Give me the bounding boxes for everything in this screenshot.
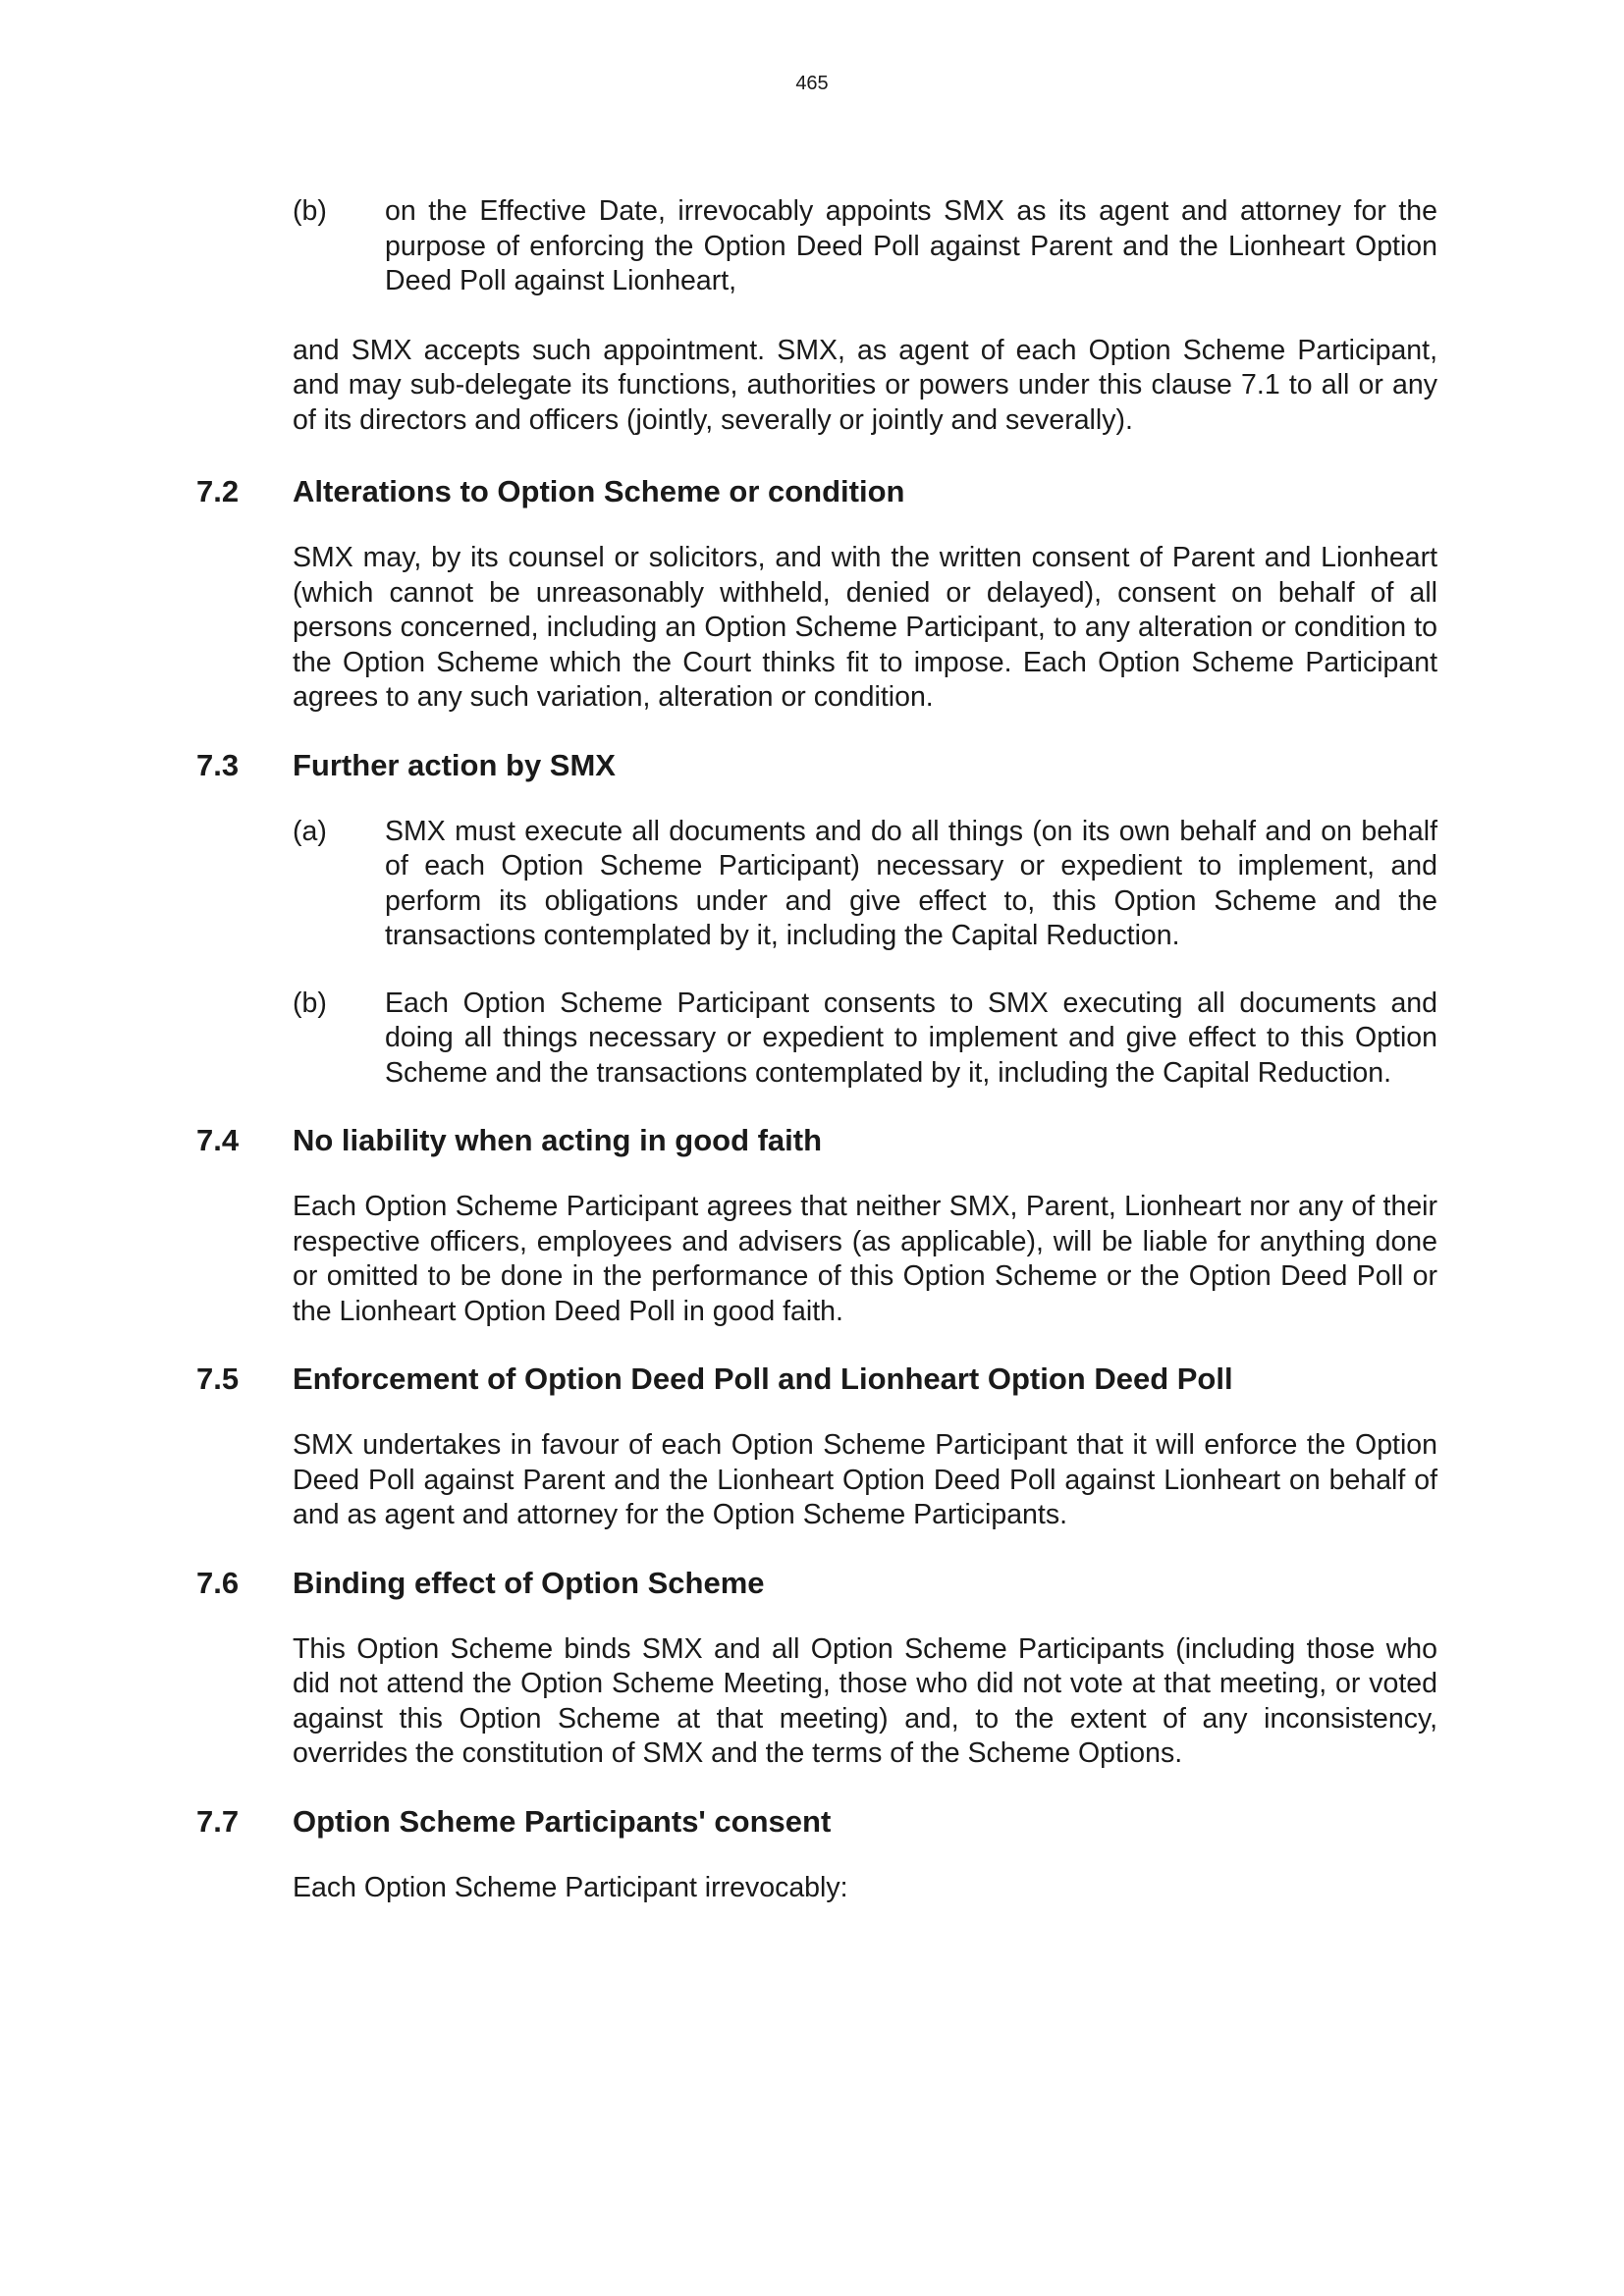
section-number: 7.7 bbox=[196, 1803, 240, 1839]
item-label: (b) bbox=[293, 195, 327, 227]
section-7-6-body: This Option Scheme binds SMX and all Option Scheme Participants (including those who did not attend the Option Scheme Meeting, those who did not vote at that meeting, or voted against this Option Scheme at that meeting) and, to the extent of any inconsistency, overrides the constitution of SMX and the terms of the Scheme Options. bbox=[293, 1632, 1437, 1769]
section-number: 7.3 bbox=[196, 747, 240, 782]
section-7-3-item-a bbox=[196, 815, 1437, 954]
clause-7-1-closing-paragraph: and SMX accepts such appointment. SMX, as agent of each Option Scheme Participant, and may sub-delegate its functions, authorities or powers under this clause 7.1 to all or any of its directors and officers (jointly, severally or jointly and severally). bbox=[293, 334, 1437, 436]
page-number: 465 bbox=[795, 73, 829, 94]
section-heading-7-4 bbox=[196, 1122, 1437, 1159]
document-body bbox=[196, 194, 1437, 1905]
section-number: 7.5 bbox=[196, 1362, 240, 1396]
section-7-2-body: SMX may, by its counsel or solicitors, and with the written consent of Parent and Lionheart (which cannot be unreasonably withheld, denied or delayed), consent on behalf of all persons concerned, including an Option Scheme Participant, to any alteration or condition to the Option Scheme which the Court thinks fit to impose. Each Option Scheme Participant agrees to any such variation, alteration or condition. bbox=[293, 542, 1437, 713]
section-heading-7-5 bbox=[196, 1361, 1437, 1398]
section-7-3-item-b bbox=[196, 987, 1437, 1092]
section-heading-7-7 bbox=[196, 1803, 1437, 1841]
section-title: Option Scheme Participants' consent bbox=[293, 1803, 832, 1839]
section-number: 7.4 bbox=[196, 1123, 240, 1157]
section-heading-7-2 bbox=[196, 473, 1437, 510]
section-number: 7.6 bbox=[196, 1565, 240, 1600]
section-title: Further action by SMX bbox=[293, 747, 616, 782]
section-title: No liability when acting in good faith bbox=[293, 1123, 823, 1157]
section-7-4-body: Each Option Scheme Participant agrees that neither SMX, Parent, Lionheart nor any of their respective officers, employees and advisers (as applicable), will be liable for anything done or omitted to be done in the performance of this Option Scheme or the Option Deed Poll or the Lionheart Option Deed Poll in good faith. bbox=[293, 1191, 1437, 1327]
item-text: Each Option Scheme Participant consents to SMX executing all documents and doing all things necessary or expedient to implement and give effect to this Option Scheme and the transactions contemplated by it, including the Capital Reduction. bbox=[385, 987, 1437, 1089]
clause-7-1-item-b bbox=[196, 194, 1437, 299]
section-title: Alterations to Option Scheme or condition bbox=[293, 474, 905, 508]
item-text: on the Effective Date, irrevocably appoints SMX as its agent and attorney for the purpose of enforcing the Option Deed Poll against Parent and the Lionheart Option Deed Poll against Lionheart, bbox=[385, 195, 1437, 296]
section-title: Binding effect of Option Scheme bbox=[293, 1565, 765, 1600]
section-heading-7-6 bbox=[196, 1565, 1437, 1602]
section-number: 7.2 bbox=[196, 474, 240, 508]
section-heading-7-3 bbox=[196, 747, 1437, 784]
item-text: SMX must execute all documents and do all things (on its own behalf and on behalf of each Option Scheme Participant) necessary or expedient to implement, and perform its obligations under and give effect to, this Option Scheme and the transactions contemplated by it, including the Capital Reduction. bbox=[385, 815, 1437, 951]
item-label: (b) bbox=[293, 987, 327, 1019]
section-title: Enforcement of Option Deed Poll and Lionheart Option Deed Poll bbox=[293, 1362, 1233, 1396]
section-7-7-body: Each Option Scheme Participant irrevocably: bbox=[293, 1871, 848, 1903]
section-7-5-body: SMX undertakes in favour of each Option Scheme Participant that it will enforce the Option Deed Poll against Parent and the Lionheart Option Deed Poll against Lionheart on behalf of and as agent and attorney for the Option Scheme Participants. bbox=[293, 1429, 1437, 1530]
item-label: (a) bbox=[293, 815, 327, 847]
